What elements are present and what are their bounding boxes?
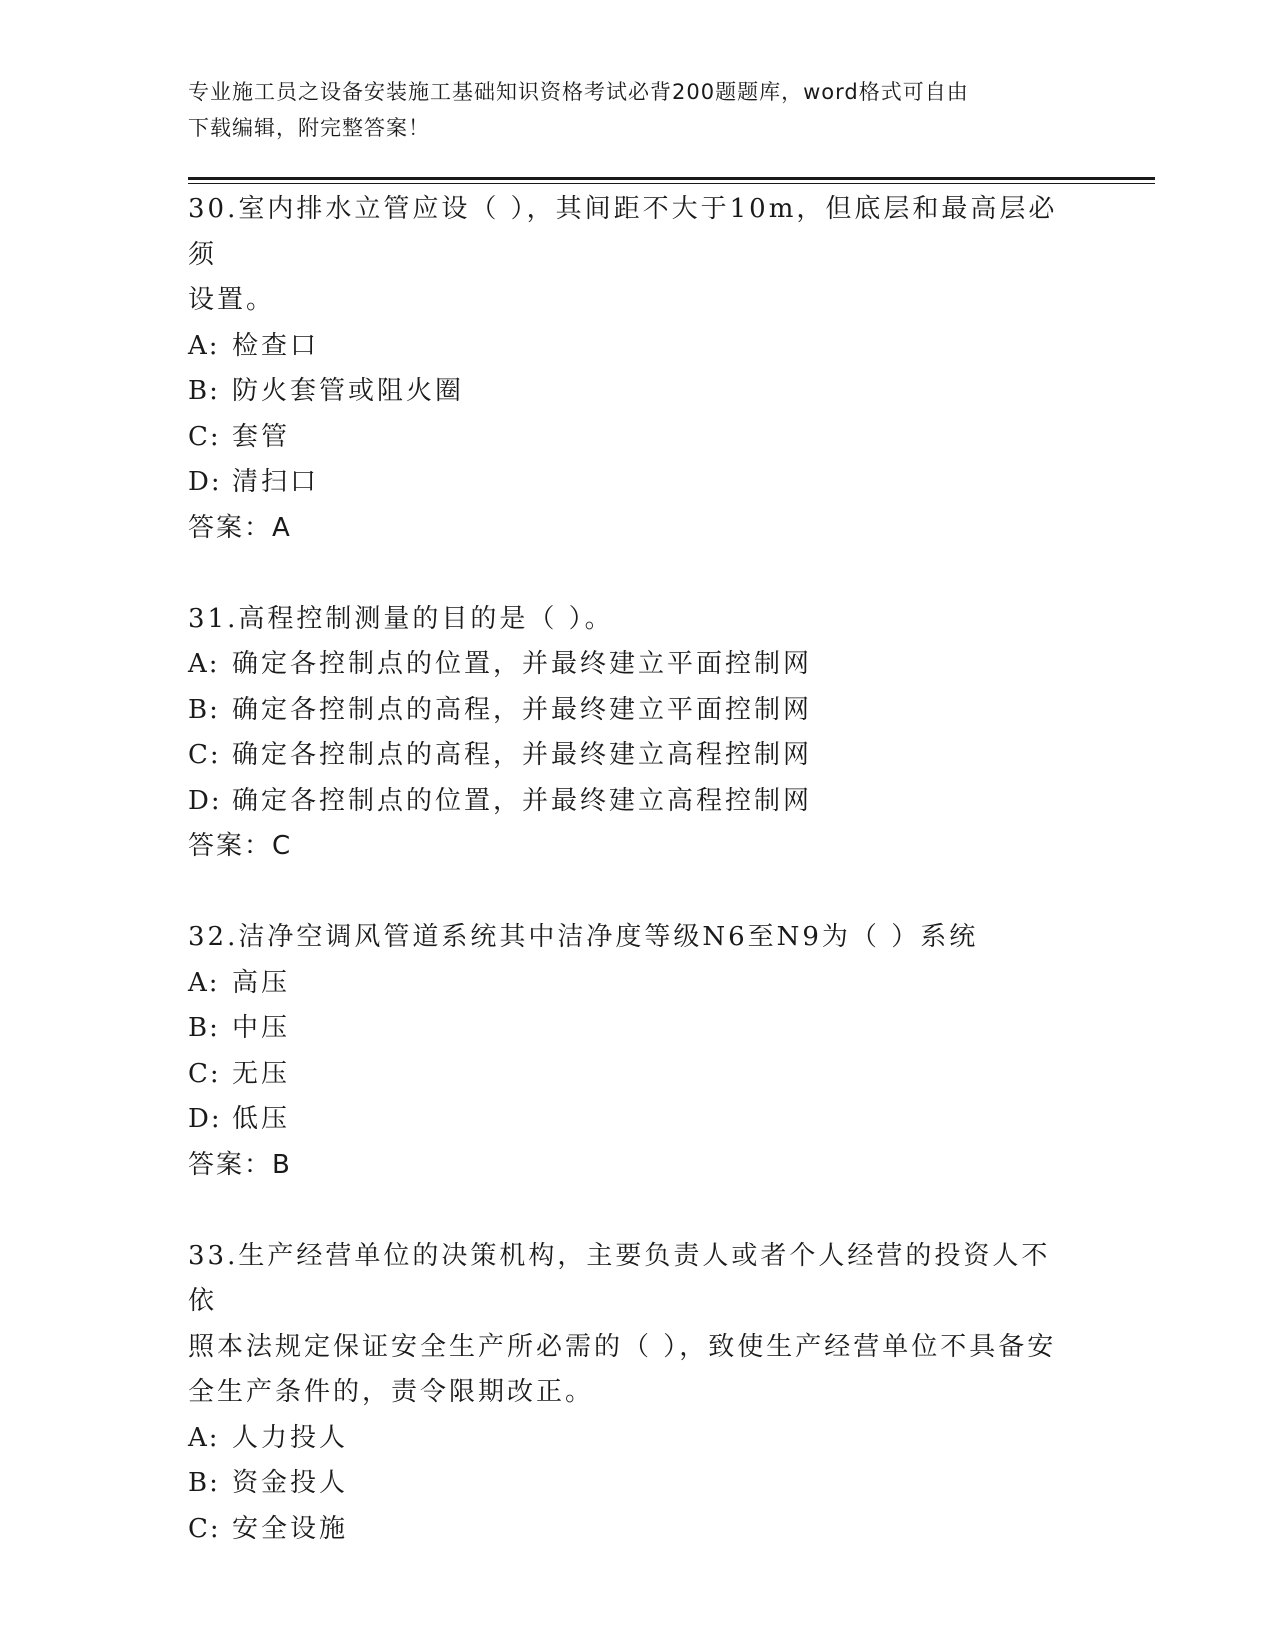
option-c xyxy=(188,415,1078,461)
question-stem-line: 设置。 xyxy=(188,285,276,315)
answer-key: A xyxy=(272,512,292,543)
header-divider-thin xyxy=(188,183,1155,184)
option-label: A: xyxy=(188,967,220,998)
option-label: B: xyxy=(188,1013,220,1043)
option-label: D: xyxy=(188,1104,222,1134)
option-b xyxy=(188,688,1078,734)
question-stem-line: 33.生产经营单位的决策机构，主要负责人或者个人经营的投资人不依 xyxy=(188,1240,1051,1316)
option-text: 安全设施 xyxy=(232,1513,349,1544)
question-30 xyxy=(188,187,1078,551)
option-label: C: xyxy=(188,1058,221,1089)
option-b xyxy=(188,369,1078,415)
question-33 xyxy=(188,1234,1078,1553)
question-stem xyxy=(188,915,1078,961)
option-b xyxy=(188,1461,1078,1507)
option-label: A: xyxy=(188,649,220,679)
answer-label: 答案： xyxy=(188,831,273,861)
option-text: 确定各控制点的位置，并最终建立高程控制网 xyxy=(232,785,813,816)
option-text: 中压 xyxy=(232,1013,291,1043)
option-text: 套管 xyxy=(232,421,291,452)
option-text: 确定各控制点的高程，并最终建立平面控制网 xyxy=(232,694,813,725)
answer-line xyxy=(188,506,1078,552)
answer-key: B xyxy=(272,1149,292,1180)
spacer xyxy=(188,1188,1078,1234)
option-label: A: xyxy=(188,330,220,361)
option-text: 确定各控制点的高程，并最终建立高程控制网 xyxy=(232,740,813,770)
option-label: D: xyxy=(188,467,222,497)
answer-label: 答案： xyxy=(188,512,273,543)
answer-line xyxy=(188,824,1078,870)
option-a xyxy=(188,324,1078,370)
option-label: A: xyxy=(188,1422,220,1453)
question-stem xyxy=(188,187,1078,324)
option-a xyxy=(188,1416,1078,1462)
option-text: 确定各控制点的位置，并最终建立平面控制网 xyxy=(232,649,813,679)
spacer xyxy=(188,551,1078,597)
option-text: 资金投人 xyxy=(232,1468,349,1498)
option-text: 无压 xyxy=(232,1058,291,1089)
question-stem-line: 照本法规定保证安全生产所必需的（ ），致使生产经营单位不具备安 xyxy=(188,1331,1057,1362)
option-text: 人力投人 xyxy=(232,1422,349,1453)
option-text: 清扫口 xyxy=(232,467,320,497)
question-stem xyxy=(188,597,1078,643)
question-stem xyxy=(188,1234,1078,1416)
option-label: C: xyxy=(188,1513,221,1544)
option-c xyxy=(188,1052,1078,1098)
option-text: 高压 xyxy=(232,967,291,998)
option-label: C: xyxy=(188,421,221,452)
option-a xyxy=(188,642,1078,688)
question-32 xyxy=(188,915,1078,1188)
header-line-2: 下载编辑，附完整答案！ xyxy=(188,116,430,140)
header-line-1: 专业施工员之设备安装施工基础知识资格考试必背200题题库，word格式可自由 xyxy=(188,80,969,104)
option-label: B: xyxy=(188,376,220,406)
option-text: 防火套管或阻火圈 xyxy=(232,376,465,406)
option-d xyxy=(188,460,1078,506)
option-label: C: xyxy=(188,740,221,770)
document-header xyxy=(188,74,1078,146)
option-a xyxy=(188,961,1078,1007)
answer-line xyxy=(188,1143,1078,1189)
question-stem-line: 30.室内排水立管应设（ ），其间距不大于10m，但底层和最高层必须 xyxy=(188,194,1058,270)
answer-key: C xyxy=(272,831,293,861)
option-text: 检查口 xyxy=(232,330,320,361)
option-d xyxy=(188,779,1078,825)
answer-label: 答案： xyxy=(188,1149,273,1180)
question-31 xyxy=(188,597,1078,870)
option-c xyxy=(188,733,1078,779)
question-list xyxy=(188,187,1078,1552)
spacer xyxy=(188,870,1078,916)
question-stem-line: 31.高程控制测量的目的是（ ）。 xyxy=(188,603,614,634)
option-label: D: xyxy=(188,785,222,816)
option-text: 低压 xyxy=(232,1104,291,1134)
option-d xyxy=(188,1097,1078,1143)
question-stem-line: 32.洁净空调风管道系统其中洁净度等级N6至N9为（ ）系统 xyxy=(188,922,979,952)
option-b xyxy=(188,1006,1078,1052)
header-divider-thick xyxy=(188,177,1155,180)
question-stem-line: 全生产条件的，责令限期改正。 xyxy=(188,1377,595,1407)
option-label: B: xyxy=(188,694,220,725)
option-c xyxy=(188,1507,1078,1553)
option-label: B: xyxy=(188,1468,220,1498)
